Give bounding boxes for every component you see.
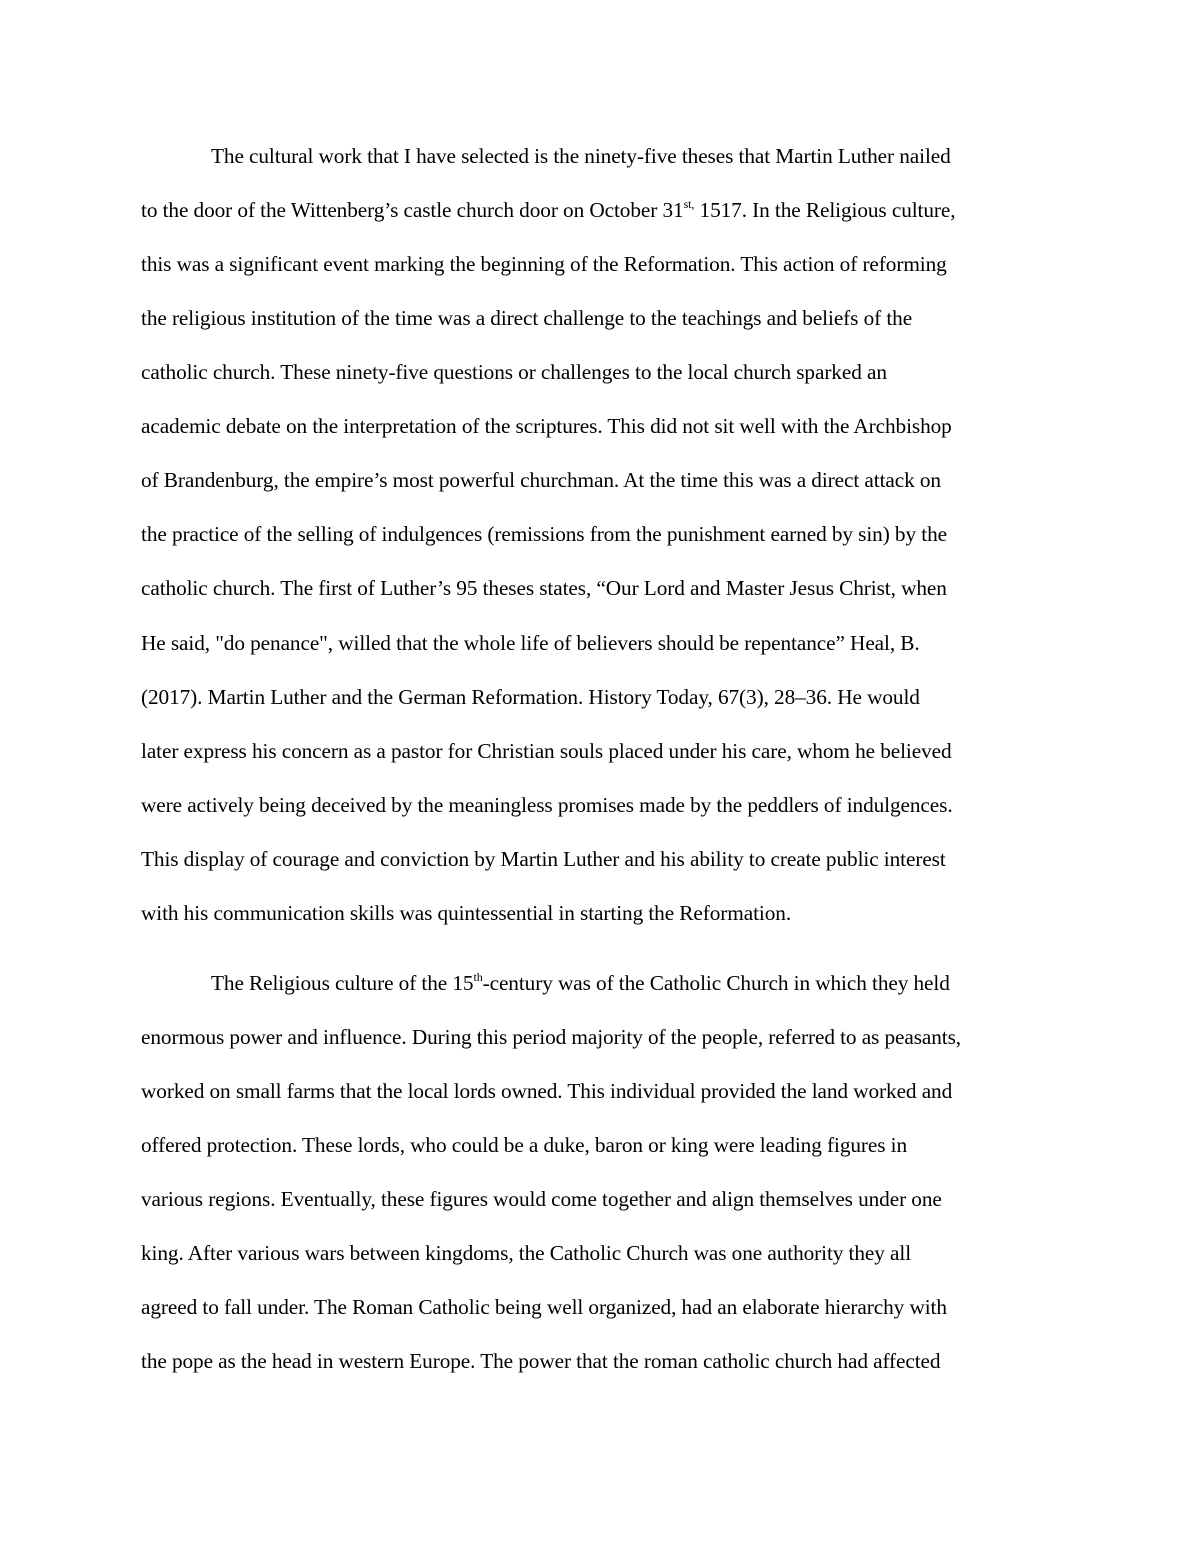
line-text: to the door of the Wittenberg’s castle church door on October 31: [141, 198, 684, 222]
paragraph-line: catholic church. The first of Luther’s 95 theses states, “Our Lord and Master Jesus Christ, when: [141, 576, 947, 600]
line-text: 1517. In the Religious culture,: [694, 198, 956, 222]
paragraph-line: various regions. Eventually, these figures would come together and align themselves under one: [141, 1187, 942, 1211]
paragraph-line: the practice of the selling of indulgences (remissions from the punishment earned by sin) by the: [141, 522, 947, 546]
paragraph-line: king. After various wars between kingdoms, the Catholic Church was one authority they all: [141, 1241, 912, 1265]
paragraph-line: (2017). Martin Luther and the German Reformation. History Today, 67(3), 28–36. He would: [141, 685, 920, 709]
paragraph-line: academic debate on the interpretation of the scriptures. This did not sit well with the Archbishop: [141, 414, 952, 438]
paragraph-line: catholic church. These ninety-five questions or challenges to the local church sparked an: [141, 360, 887, 384]
paragraph-line: the pope as the head in western Europe. The power that the roman catholic church had affected: [141, 1349, 941, 1373]
paragraph-line: [211, 968, 950, 1022]
paragraph-line: offered protection. These lords, who could be a duke, baron or king were leading figures in: [141, 1133, 908, 1157]
paragraph-line: this was a significant event marking the beginning of the Reformation. This action of reforming: [141, 252, 947, 276]
paragraph-line: worked on small farms that the local lords owned. This individual provided the land worked and: [141, 1079, 953, 1103]
paragraph-line: He said, "do penance", willed that the whole life of believers should be repentance” Heal, B.: [141, 631, 920, 655]
paragraph-line: the religious institution of the time was a direct challenge to the teachings and beliefs of the: [141, 306, 913, 330]
paragraph-line: This display of courage and conviction by Martin Luther and his ability to create public interest: [141, 847, 946, 871]
paragraph-line: agreed to fall under. The Roman Catholic being well organized, had an elaborate hierarchy with: [141, 1295, 947, 1319]
line-text: -century was of the Catholic Church in which they held: [482, 971, 950, 995]
line-text: The Religious culture of the 15: [211, 971, 474, 995]
paragraph-line: were actively being deceived by the meaningless promises made by the peddlers of indulgences.: [141, 793, 953, 817]
paragraph-line: later express his concern as a pastor for Christian souls placed under his care, whom he believed: [141, 739, 952, 763]
paragraph-line: with his communication skills was quintessential in starting the Reformation.: [141, 901, 792, 925]
paragraph-line: [141, 195, 956, 249]
paragraph-line: of Brandenburg, the empire’s most powerful churchman. At the time this was a direct attack on: [141, 468, 941, 492]
superscript: th: [473, 970, 483, 984]
paragraph-line: The cultural work that I have selected is the ninety-five theses that Martin Luther nailed: [211, 144, 951, 168]
paragraph-line: enormous power and influence. During this period majority of the people, referred to as peasants,: [141, 1025, 962, 1049]
superscript: st,: [683, 197, 695, 211]
